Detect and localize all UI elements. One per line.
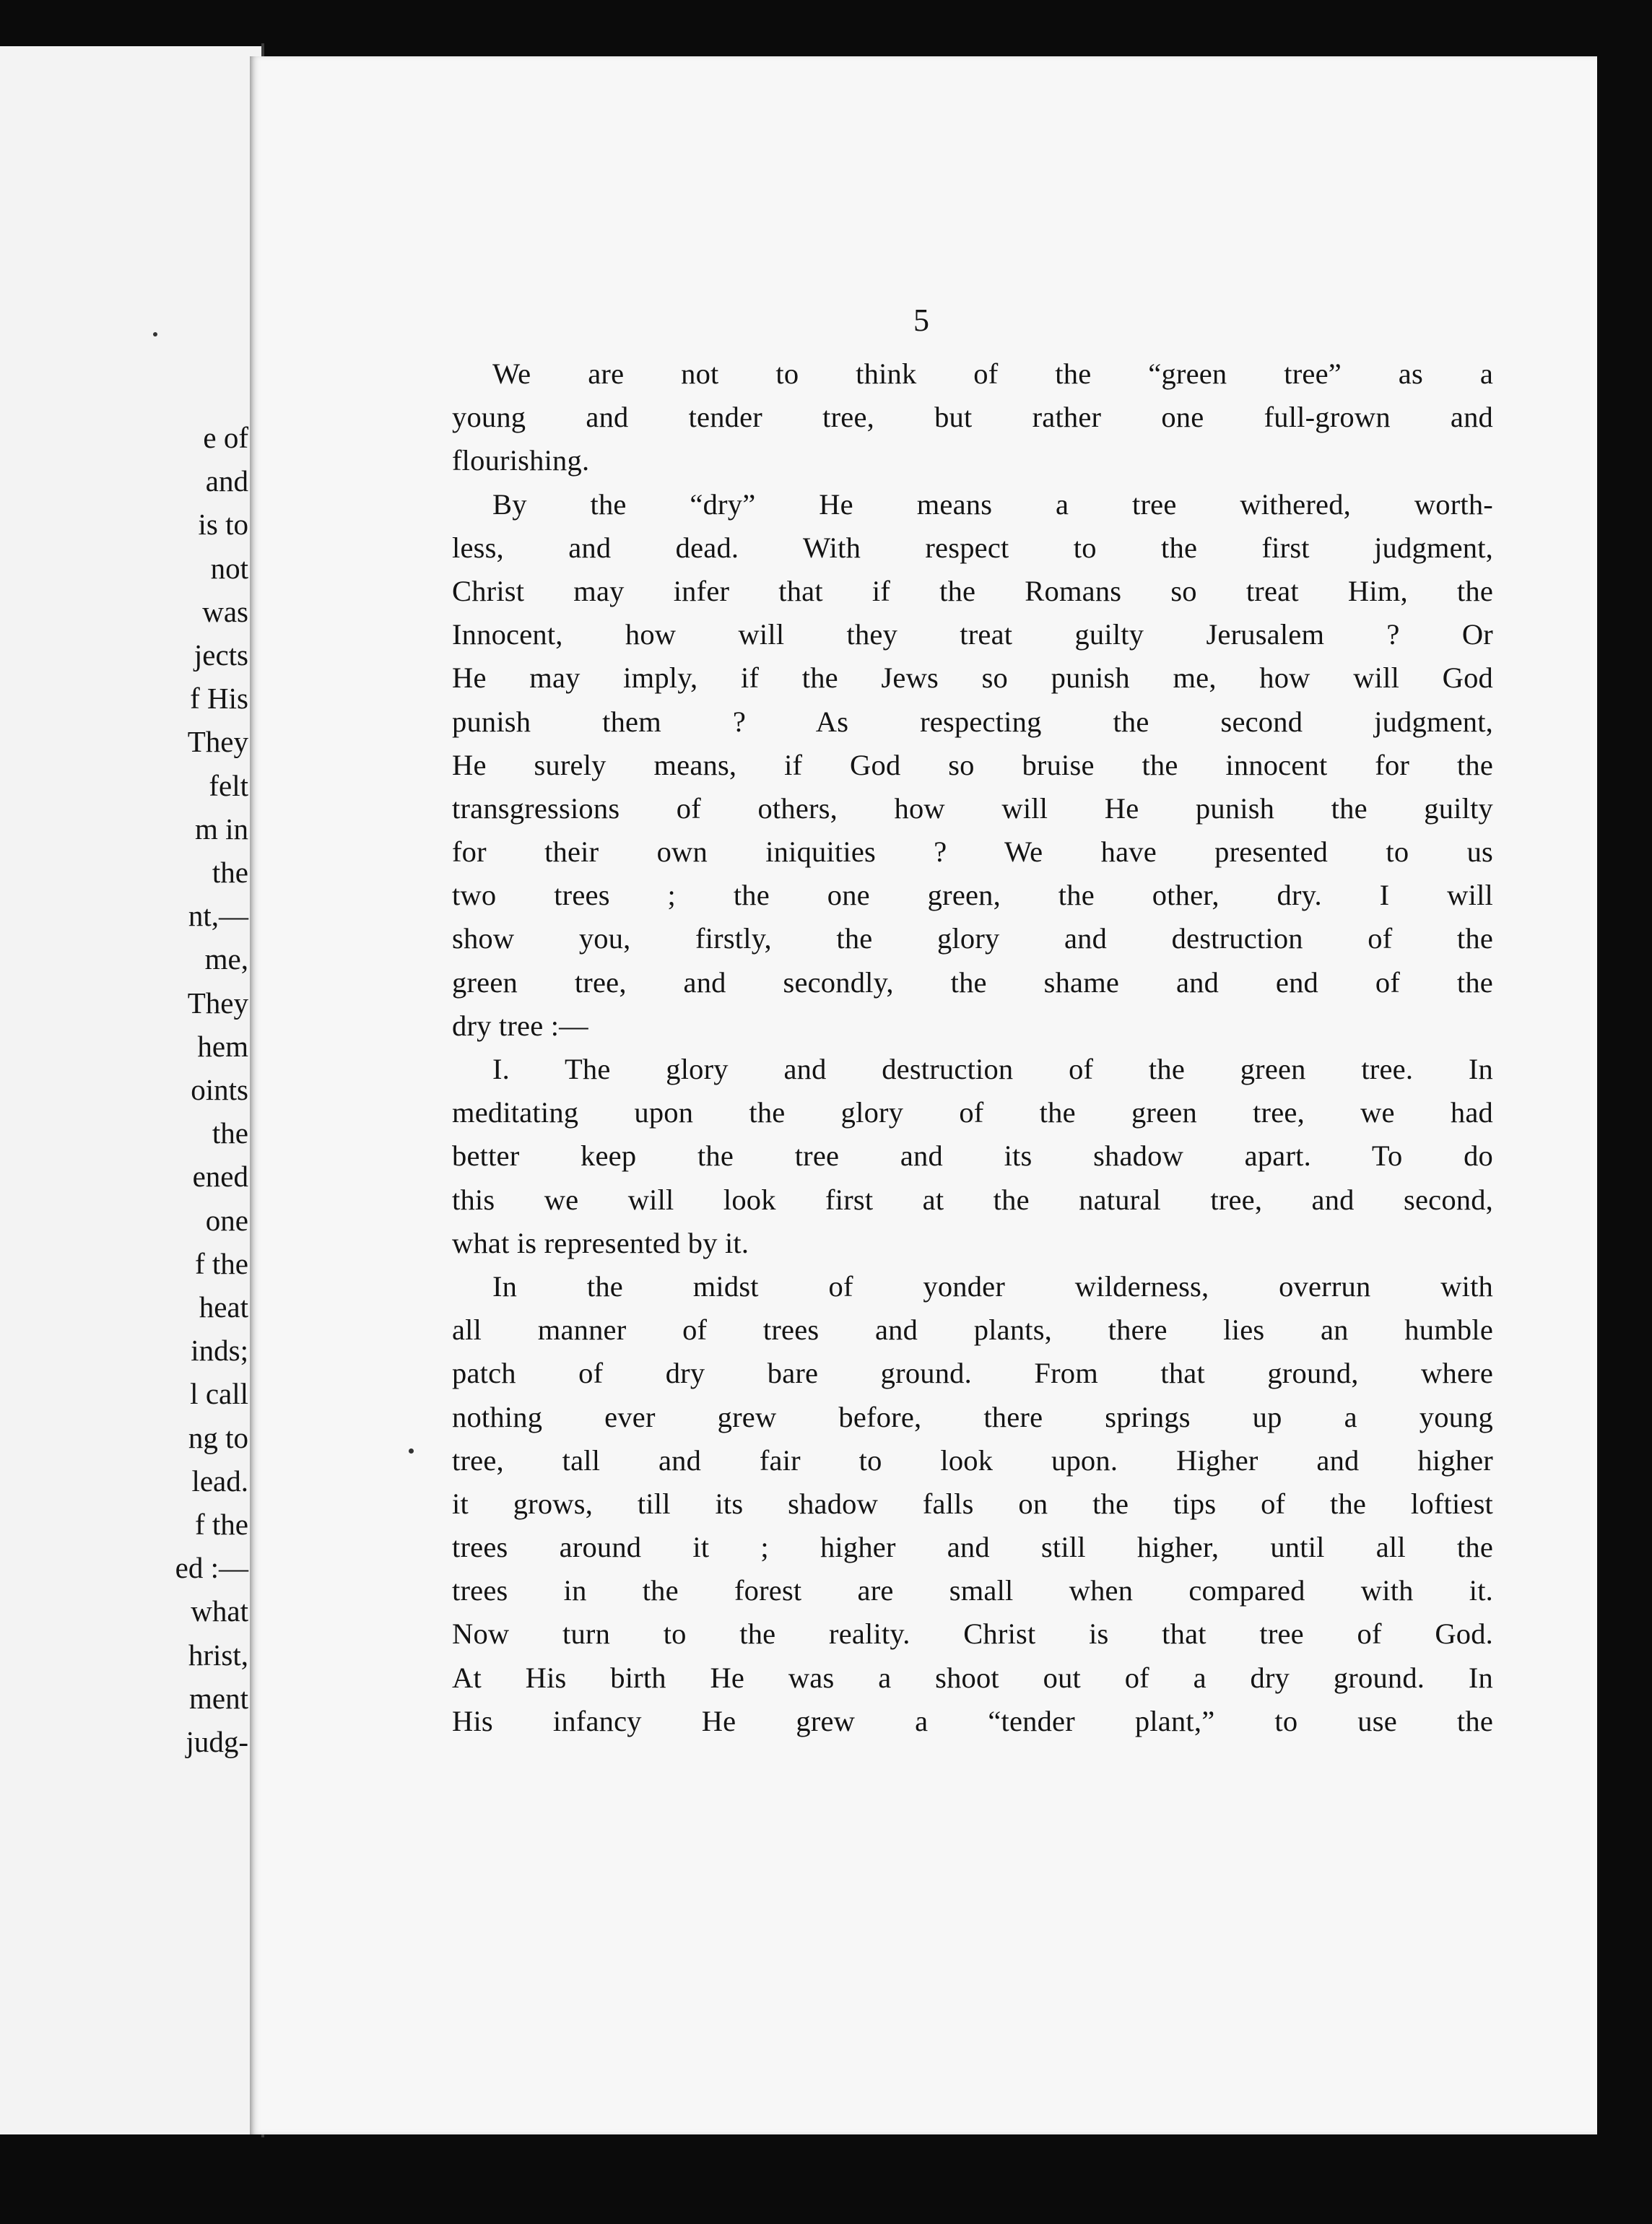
- left-text-fragment: one: [205, 1203, 248, 1237]
- text-line: two trees ; the one green, the other, dry. I will: [452, 879, 1493, 912]
- text-line: transgressions of others, how will He punish the guilty: [452, 791, 1493, 825]
- left-text-fragment: f His: [190, 682, 248, 716]
- text-line: Christ may infer that if the Romans so treat Him, the: [452, 574, 1493, 607]
- page-number: 5: [913, 303, 929, 338]
- text-line: Now turn to the reality. Christ is that tree of God.: [452, 1617, 1493, 1651]
- text-line: this we will look first at the natural tree, and second,: [452, 1183, 1493, 1216]
- text-line: trees around it ; higher and still higher, until all the: [452, 1531, 1493, 1564]
- left-text-fragment: heat: [199, 1290, 248, 1324]
- left-text-fragment: was: [202, 594, 248, 628]
- text-line: He may imply, if the Jews so punish me, how will God: [452, 661, 1493, 695]
- text-line: all manner of trees and plants, there lies an humble: [452, 1313, 1493, 1347]
- text-line: I. The glory and destruction of the green tree. In: [492, 1053, 1493, 1085]
- left-text-fragment: is to: [198, 508, 248, 542]
- left-text-fragment: hem: [197, 1029, 248, 1063]
- text-line: dry tree :—: [452, 1009, 588, 1042]
- body-text: [452, 352, 1493, 1743]
- left-text-fragment: inds;: [191, 1334, 248, 1368]
- text-line: flourishing.: [452, 444, 590, 477]
- text-line: At His birth He was a shoot out of a dry ground. In: [452, 1661, 1493, 1694]
- left-text-fragment: and: [205, 464, 248, 498]
- text-line: what is represented by it.: [452, 1226, 749, 1259]
- text-line: tree, tall and fair to look upon. Higher and higher: [452, 1443, 1493, 1477]
- left-text-fragment: f the: [195, 1246, 248, 1280]
- right-page: [250, 56, 1597, 2134]
- text-line: His infancy He grew a “tender plant,” to use the: [452, 1704, 1493, 1737]
- text-line: trees in the forest are small when compared with it.: [452, 1574, 1493, 1607]
- text-line: We are not to think of the “green tree” as a: [492, 357, 1493, 390]
- text-line: it grows, till its shadow falls on the tips of the loftiest: [452, 1487, 1493, 1520]
- ink-speck: [409, 1448, 414, 1454]
- text-line: meditating upon the glory of the green tree, we had: [452, 1096, 1493, 1129]
- text-line: By the “dry” He means a tree withered, worth-: [492, 487, 1493, 521]
- left-text-fragment: ed :—: [175, 1551, 248, 1585]
- text-line: In the midst of yonder wilderness, overrun with: [492, 1269, 1493, 1303]
- left-text-fragment: ened: [192, 1160, 248, 1194]
- left-text-fragment: oints: [191, 1073, 248, 1106]
- text-line: young and tender tree, but rather one full-grown and: [452, 401, 1493, 434]
- text-line: for their own iniquities ? We have presented to us: [452, 835, 1493, 869]
- left-text-fragment: me,: [204, 942, 248, 976]
- text-line: punish them ? As respecting the second judgment,: [452, 705, 1493, 738]
- left-text-fragment: They: [187, 986, 248, 1020]
- left-text-fragment: jects: [194, 638, 248, 672]
- left-text-fragment: hrist,: [188, 1638, 248, 1672]
- left-text-fragment: not: [210, 551, 248, 585]
- left-text-fragment: f the: [195, 1508, 248, 1541]
- text-line: He surely means, if God so bruise the innocent for the: [452, 748, 1493, 781]
- left-page: [0, 46, 264, 2134]
- text-line: show you, firstly, the glory and destruction of the: [452, 922, 1493, 955]
- left-text-fragment: ng to: [188, 1420, 248, 1454]
- left-text-fragment: m in: [194, 812, 248, 846]
- left-text-fragment: the: [212, 1116, 248, 1150]
- left-text-fragment: l call: [190, 1377, 248, 1411]
- left-text-fragment: lead.: [191, 1464, 248, 1498]
- left-text-fragment: They: [187, 725, 248, 759]
- ink-speck: [153, 332, 157, 336]
- left-text-fragment: ment: [189, 1681, 248, 1715]
- left-text-fragment: what: [191, 1594, 248, 1628]
- text-line: green tree, and secondly, the shame and end of the: [452, 965, 1493, 999]
- left-text-fragment: nt,—: [188, 899, 248, 933]
- left-text-fragment: judg-: [186, 1725, 248, 1758]
- text-line: nothing ever grew before, there springs up a young: [452, 1400, 1493, 1433]
- text-line: patch of dry bare ground. From that ground, where: [452, 1357, 1493, 1390]
- text-line: Innocent, how will they treat guilty Jerusalem ? Or: [452, 618, 1493, 651]
- left-text-fragment: felt: [209, 768, 248, 802]
- left-text-fragment: e of: [203, 421, 248, 454]
- text-line: better keep the tree and its shadow apart. To do: [452, 1139, 1493, 1173]
- left-text-fragment: the: [212, 856, 248, 889]
- text-line: less, and dead. With respect to the first judgment,: [452, 531, 1493, 564]
